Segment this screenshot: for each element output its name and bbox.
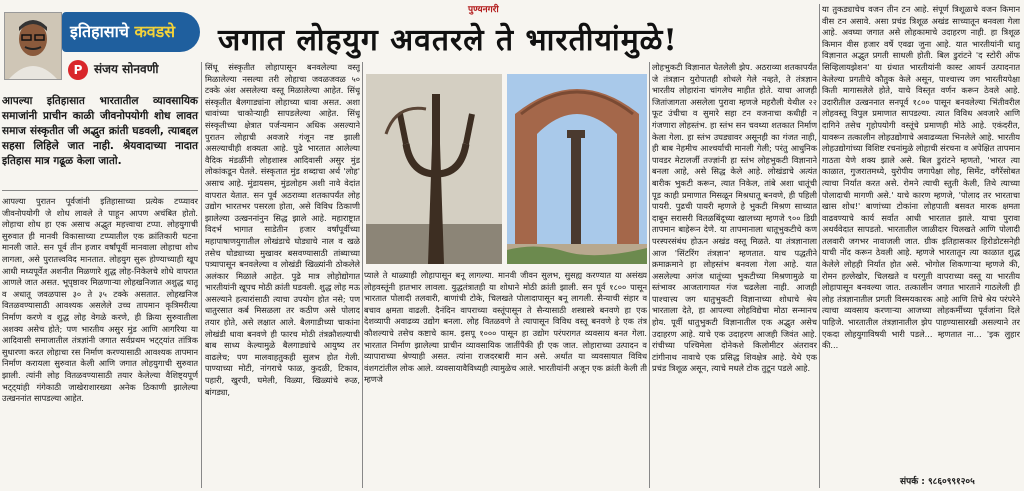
author-byline: संजय सोनवणी: [94, 62, 159, 76]
column-name-accent: कवडसे: [134, 22, 176, 41]
column-name-prefix: इतिहासाचे: [70, 22, 129, 41]
column-4-text: लोहभुकटी विज्ञानात घेतलेली झेप. अठराव्या शतकापर्यंत जे तंत्रज्ञान युरोपातही शोधले गेले नव्हते, ते तंत्रज्ञान भारतीय लोहारांना चांगलेच माहीत होते. याचा आजही जितांजागता असलेला पुरावा म्हणजे महरौली येथील २२ फूट उंचीचा व सुमारे सहा टन वजनाचा कधीही न गंजणारा लोहस्तंभ. हा स्तंभ सन चवथ्या शतकात निर्माण केला गेला. हा स्तंभ उघड्यावर असूनही का गंजत नाही, ही बाब नेहमीच आश्चर्याची मानली गेली; परंतु आधुनिक पावडर मेटालर्जी तज्ज्ञांनी हा स्तंभ लोहभुकटी विज्ञानाने बनला आहे, असे सिद्ध केले आहे. लोखंडाचे अत्यंत बारीक भुकटी करून, त्यात निकेल, तांबे अशा धातूंची पूड काही प्रमाणात मिसळून मिश्रधातू बनवणे, ही पहिली पायरी. पुढची पायरी म्हणजे हे भुकटी मिश्रण साच्यात दाबून सरासरी वितळबिंदूच्या खालच्या म्हणजे ९०० डिग्री तापमान बाहेरून देणे. या तापमानाला धातूभुकटीचे कण परस्परसंबंध होऊन अखंड वस्तू मिळते. या तंत्रज्ञानाला आज 'सिंटरिंग तंत्रज्ञान' म्हणतात. याच पद्धतीने क्रमाक्रमाने हा लोहस्तंभ बनवला गेला आहे. यात असलेल्या अगंज धातूंच्या भुकटीच्या मिश्रणामुळे या स्तंभावर आजतागायत गंज चढलेला नाही. आजही पाश्चात्त्य जग धातुभुकटी विज्ञानाच्या शोधाचे श्रेय भारताला देते, हा आपल्या लोहविद्येचा मोठा सन्मानच होय. पूर्वी धातुभुकटी विज्ञानातील एक अद्भुत असेच उदाहरण आहे. याचे एक उदाहरण आजही जिवंत आहे. रांचीच्या पश्चिमेला दोनेकशे किलोमीटर अंतरावर टांगीनाथ नावाचे एक प्रसिद्ध शिवक्षेत्र आहे. येथे एक प्रचंड त्रिशूळ असून, त्याचे मधले टोक तुटून पडले आहे.: [652, 62, 817, 374]
author-portrait: [4, 12, 62, 80]
column-1-text: आपल्या पुरातन पूर्वजांनी इतिहासाच्या प्रत्येक टप्प्यावर जीवनोपयोगी जे शोध लावले ते पाहून आपण अचंबित होतो. लोहाचा शोध हा एक असाच अद्भुत महत्त्वाचा टप्पा. लोहयुगाची सुरुवात ही मानवी विकासाच्या टप्प्यातील एक क्रांतिकारी घटना मानली जाते. सन पूर्व तीन हजार वर्षांपूर्वी मानवाला लोहाचा शोध लागला, असे पुरातत्त्वविद मानतात. लोहयुग सुरू होण्याच्याही खूप आधी मध्यपूर्वेत अशनीत मिळणारे शुद्ध लोह-निकेलचे शोधे वापरात आणले जात असत. भूपृष्ठावर मिळणाऱ्या लोहखनिजात अशुद्ध धातू व अधातू जवळपास ३० ते ३५ टक्के असतात. लोहखनिज वितळवण्यासाठी आवश्यक असलेले उच्च तापमान कृत्रिमरीत्या निर्माण करणे व शुद्ध लोह वेगळे करणे, ही क्रिया सुरुवातीला अशक्य असेच होते; पण भारतीय असुर मुंड आणि आगरिया या आदिवासी समाजातील तंत्रज्ञांनी जगात सर्वप्रथम भट्ट्यांत तांत्रिक सुधारणा करत लोहाचा रस निर्माण करण्यासाठी आवश्यक तापमान निर्माण करायला सुरुवात केली आणि जगात लोहयुगाची सुरुवात झाली. त्यांनी लोह वितळवण्यासाठी तयार केलेल्या वैशिष्ट्यपूर्ण भट्ट्यांही गंगेकाठी जाखेराशारख्या अनेक ठिकाणी झालेल्या उत्खननांत सापडल्या आहेत.: [2, 196, 198, 404]
publication-logo-icon: P: [68, 60, 88, 80]
column-5-text: या तुकड्याचेच वजन तीन टन आहे. संपूर्ण त्रिशूळाचे वजन किमान वीस टन असावे. असा प्रचंड त्रिशूळ अखंड साच्यातून बनवला गेला आहे. अवघ्या जगात असे लोहकामाचे उदाहरण नाही. हा त्रिशूळ किमान वीस हजार वर्षे एवढा जुना आहे. यात भारतीयांनी धातू विज्ञानात अद्भुत प्रगती साधली होती. बिल डुरांटने 'द स्टोरी ऑफ सिव्हिलायझेशन' या ग्रंथात भारतीयांनी कास्ट आयर्न उत्पादनात केलेल्या प्रगतीचे कौतुक केले असून, पाश्चात्त्य जग भारतीयपेक्षा किती मागासलेले होते, याचे विस्तृत वर्णन करून ठेवले आहे. उदारीतील उत्खननात सनपूर्व १८०० पासून बनवलेल्या भिंतीवरील लोहवस्तू विपुल प्रमाणात सापडल्या. त्यात विविध अवजारे आणि दागिने तसेच गृहोपयोगी वस्तूंचे प्रमाणही मोठे आहे. एकंदरीत, यावरून तत्कालीन लोहउद्योगाचे अवाढव्यता भिनलेले आहे. भारतीय लोहउद्योगांच्या विशिष्ट रचनांमुळे लोहाची संरचना व अपेक्षित तापमान गाठता येणे शक्य झाले असे. बिल डुरांटने म्हणतो, 'भारत त्या काळात, गुजरातमध्ये, युरोपीय जगापेक्षा लोह, सिमेंट, वगैरेंसोबत त्याचा निर्यात करत असे. रोमने त्याची स्तुती केली, तिथे त्याच्या पोलादाची मागणी असे.' याचे कारण म्हणजे, 'पोलाद तर भारताचा खास शोध!' बाणांच्या टोकांना लोहपाती बसवत मारक क्षमता वाढवण्याचे कार्य सर्वात आधी भारतात झाले. याचा पुरावा अथर्ववेदात सापडतो. भारतातील जाळीदार चिलखते आणि पोलादी तलवारी जगभर नावाजली जात. ग्रीक इतिहासकार हिरोडोटसनेही याची नोंद करून ठेवली आहे. म्हणजे भारतातून त्या काळात शुद्ध केलेले लोहही निर्यात होत असे. भोगोल शिकणाऱ्या म्हणजे की, रोमन हल्लेखोर, चिलखते व घरगुती वापराच्या वस्तू या भारतीय लोहापासून बनवल्या जात. तत्कालीन जगात भारताने गाठलेली ही लोह तंत्रज्ञानातील प्रगती विस्मयकारक आहे आणि तिचे श्रेय परंपरेने त्याचा व्यवसाय करणाऱ्या आजच्या लोहकर्मीच्या पूर्वजांना दिले पाहिजे. भारतातील तंत्रज्ञानातील झेप पाहण्यासारखी असल्याने तर एकदा लोहयुगाविषयी भारी पडले... म्हणतात ना... 'इक लुहार की...: [822, 4, 1020, 351]
column-masthead: [0, 0, 200, 82]
column-2-text: सिंधू संस्कृतीत लोहापासून बनवलेल्या वस्तू मिळालेल्या नसल्या तरी लोहाचा जवळजवळ ५० टक्के अंश असलेल्या वस्तू मिळालेल्या आहेत. सिंधू संस्कृतीत बैलगाड्यांना लोहाच्या धावा असत. अशा धावांच्या चाकोऱ्याही सापडलेल्या आहेत. सिंधू संस्कृतीच्या क्षेत्रात पर्जन्यमान अधिक असल्याने पुरातन लोहाची अवजारे गंजून नष्ट झाली असल्याचीही शक्यता आहे. पुढे भारतात आलेल्या वैदिक मंडळींनी लोहशास्त्र आदिवासी असुर मुंड लोकांकडून घेतले. संस्कृतात मुंड शब्दाचा अर्थ 'लोह' असाच आहे. मुंडायसम, मुंडलोहम अशी नावे वेदांत वापरात येतात. सन पूर्व अठराव्या शतकापर्यंत लोह उद्योग भारतभर पसरला होता, असे विविध ठिकाणी झालेल्या उत्खननांनुन सिद्ध झाले आहे. महाराष्ट्रात विदर्भ भागात साडेतीन हजार वर्षांपूर्वीच्या महापाषाणयुगातील लोखंडाचे घोड्याचे नाल व खळे तसेच घोड्याच्या मुखावर बसवण्यासाठी तांब्याच्या पत्र्यापासून बनवलेल्या व लोखंडी खिळ्यांनी ठोकलेले अलंकार मिळाले आहेत. पुढे मात्र लोहोद्योगात भारतीयांनी खूपच मोठी क्रांती घडवली. शुद्ध लोह मऊ असल्याने हत्यारांसाठी त्याचा उपयोग होत नसे; पण धातुरसात कर्ब मिसळला तर कठीण असे पोलाद तयार होते, असे लक्षात आले. बैलगाडीच्या चाकांना लोखंडी धावा बनवणे ही फारच मोठी तंत्रक्रौशल्याची बाब साध्य केल्यामुळे बैलगाड्यांचे आयुष्य तर वाढलेच; पण मालवाहतुकही सुलभ होत गेली. पाण्याच्या मोटी, नांगराचे फाळ, कुदळी, टिकाव, पहारी, खुरपी, घमेली, विळ्या, खिळ्यांचे रूळ, बांगड्या,: [205, 62, 360, 397]
article-lead: आपल्या इतिहासात भारतातील व्यावसायिक समाजांनी प्राचीन काळी जीवनोपयोगी शोध लावत समाज संस्कृतीत जी अद्भुत क्रांती घडवली, त्याबद्दल सहसा लिहिले जात नाही. श्रेयवादाच्या नादात इतिहास मात्र गढूळ केला जातो.: [2, 95, 198, 167]
lead-divider: [2, 190, 198, 191]
column-divider: [649, 62, 650, 488]
iron-trident-photo: [366, 74, 502, 264]
article-headline: जगात लोहयुग अवतरले ते भारतीयांमुळे!: [218, 23, 678, 58]
column-divider: [819, 4, 820, 488]
column-divider: [362, 62, 363, 488]
iron-pillar-photo: [507, 74, 647, 264]
column-divider: [201, 62, 202, 488]
author-contact: संपर्क : ९८६०९९१२०५: [900, 477, 975, 487]
column-banner: [62, 12, 200, 52]
column-3-text: प्याले ते थाळ्याही लोहापासून बनू लागल्या. मानवी जीवन सुलभ, सुसह्य करण्यात या असंख्य लोहवस्तूंनी हातभार लावला. युद्धतंत्रातही या शोधाने मोठी क्रांती झाली. सन पूर्व १८०० पासून भारतात पोलादी तलवारी, बाणांची टोके, चिलखते पोलादापासून बनू लागली. सैन्याची संहार व बचाव क्षमता वाढली. दैनंदिन वापराच्या वस्तूंपासून ते सैन्यासाठी शस्त्रास्त्रे बनवणे हा एक देशव्यापी अवाढव्य उद्योग बनला. लोह वितळवणे ते त्यापासून विविध वस्तू बनवणे हे एक तंत्र कौशल्याचे तसेच कष्टाचे काम. इसपू १००० पासून हा उद्योग परंपरागत व्यवसाय बनत गेला. भारतात निर्माण झालेल्या प्राचीन व्यावसायिक जातींपैकी ही एक जात. लोहाराच्या उत्पादन व व्यापाराच्या श्रेण्याही असत. त्यांना राजदरबारी मान असे. अर्थात या व्यवसायात विविध वंशगटांतील लोक आले. व्यवसायावैविध्यही त्यामुळेच आले. भारतीयांनी अजून एक क्रांती केली ती म्हणजे: [364, 270, 647, 385]
publication-tag: पुण्यनगरी: [468, 5, 499, 15]
